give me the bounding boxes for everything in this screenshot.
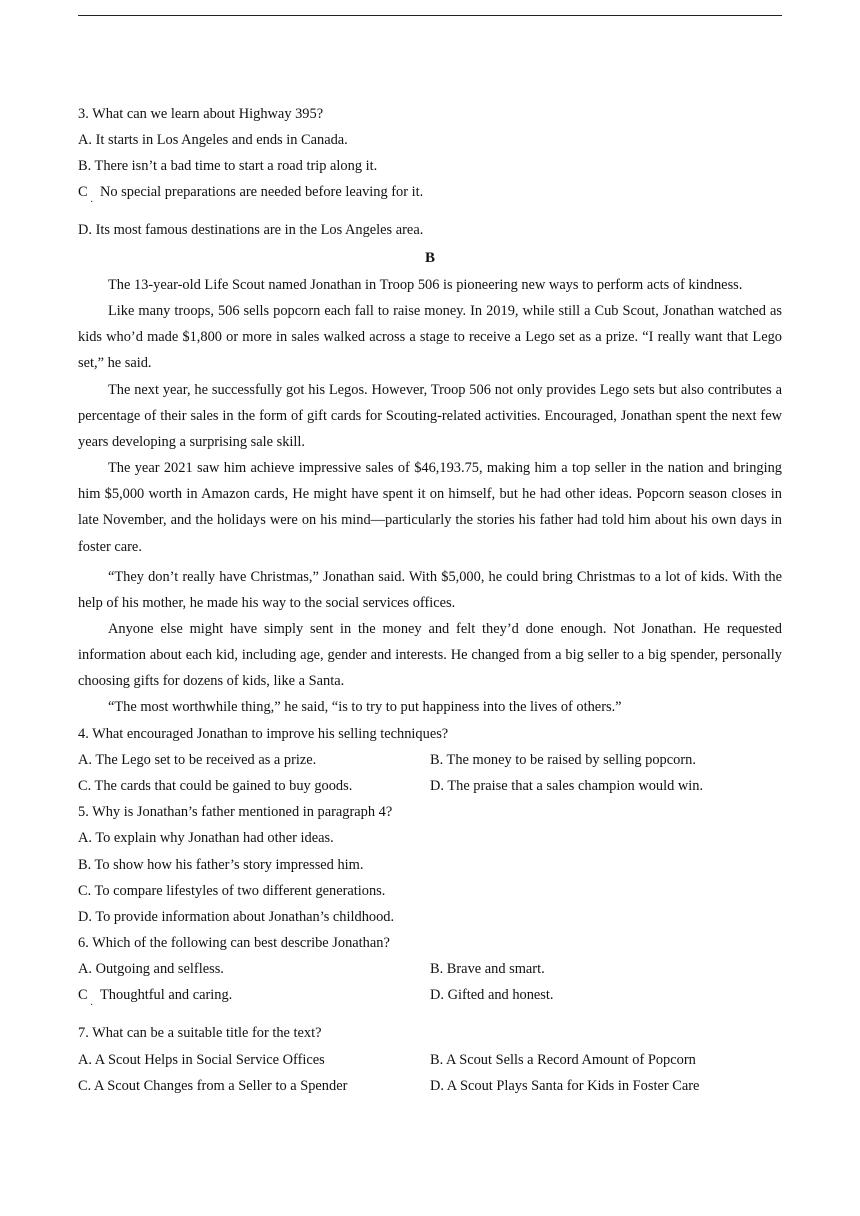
q4-option-b: B. The money to be raised by selling popcorn. (430, 752, 696, 768)
q3-option-c (78, 183, 782, 208)
option-dot: · (90, 1000, 94, 1011)
q7-option-c: C. A Scout Changes from a Seller to a Spender (78, 1078, 348, 1094)
q5-option-a: A. To explain why Jonathan had other ideas. (78, 830, 334, 846)
passage-paragraph-3: The next year, he successfully got his Legos. However, Troop 506 not only provides Lego sets but also contributes a percentage of their sales in the form of gift cards for Scouting-related activities. Encouraged, Jonathan spent the next few years developing a surprising sale skill. (78, 382, 782, 451)
q4-question: 4. What encouraged Jonathan to improve his selling techniques? (78, 726, 449, 742)
q5-option-d: D. To provide information about Jonathan’s childhood. (78, 909, 395, 925)
q3-option-c-letter: C · (78, 184, 94, 208)
q6-option-c (78, 986, 418, 1011)
q4-option-c: C. The cards that could be gained to buy goods. (78, 778, 353, 794)
q6-option-a: A. Outgoing and selfless. (78, 961, 224, 977)
q6-option-d: D. Gifted and honest. (430, 987, 554, 1003)
passage-paragraph-6: Anyone else might have simply sent in the money and felt they’d done enough. Not Jonathan. He requested information about each kid, including age, gender and interests. He changed from a big seller to a big spender, personally choosing gifts for dozens of kids, like a Santa. (78, 621, 782, 690)
q7-option-b: B. A Scout Sells a Record Amount of Popcorn (430, 1052, 696, 1068)
passage-paragraph-4: The year 2021 saw him achieve impressive sales of $46,193.75, making him a top seller in the nation and bringing him $5,000 worth in Amazon cards, He might have spent it on himself, but he had other ideas. Popcorn season closes in late November, and the holidays were on his mind—particularly the stories his father had told him about his own days in foster care. (78, 460, 782, 555)
q6-option-c-letter: C · (78, 987, 94, 1011)
q3-option-c-text: No special preparations are needed before leaving for it. (100, 184, 424, 200)
q5-question: 5. Why is Jonathan’s father mentioned in paragraph 4? (78, 804, 393, 820)
q4-option-a: A. The Lego set to be received as a prize. (78, 752, 317, 768)
q7-option-a: A. A Scout Helps in Social Service Offices (78, 1052, 325, 1068)
passage-paragraph-1: The 13-year-old Life Scout named Jonathan in Troop 506 is pioneering new ways to perform acts of kindness. (108, 277, 743, 293)
section-heading: B (424, 250, 435, 266)
q3-option-d: D. Its most famous destinations are in the Los Angeles area. (78, 222, 424, 238)
q5-option-b: B. To show how his father’s story impressed him. (78, 857, 364, 873)
option-dot: · (90, 197, 94, 208)
q5-option-c: C. To compare lifestyles of two different generations. (78, 883, 386, 899)
q3-option-b: B. There isn’t a bad time to start a road trip along it. (78, 158, 378, 174)
passage-paragraph-7: “The most worthwhile thing,” he said, “is to try to put happiness into the lives of others.” (108, 699, 622, 715)
q3-question: 3. What can we learn about Highway 395? (78, 106, 324, 122)
q6-question: 6. Which of the following can best describe Jonathan? (78, 935, 390, 951)
passage-paragraph-5: “They don’t really have Christmas,” Jonathan said. With $5,000, he could bring Christmas to a lot of kids. With the help of his mother, he made his way to the social services offices. (78, 569, 782, 612)
q7-question: 7. What can be a suitable title for the text? (78, 1025, 322, 1041)
q6-option-c-text: Thoughtful and caring. (100, 987, 233, 1003)
q3-option-a: A. It starts in Los Angeles and ends in Canada. (78, 132, 348, 148)
header-rule (78, 15, 782, 16)
passage-paragraph-2: Like many troops, 506 sells popcorn each fall to raise money. In 2019, while still a Cub Scout, Jonathan watched as kids who’d made $1,800 or more in sales walked across a stage to receive a Lego set as a prize. “I really want that Lego set,” he said. (78, 303, 782, 372)
q4-option-d: D. The praise that a sales champion would win. (430, 778, 704, 794)
q7-option-d: D. A Scout Plays Santa for Kids in Foster Care (430, 1078, 700, 1094)
q6-option-b: B. Brave and smart. (430, 961, 545, 977)
